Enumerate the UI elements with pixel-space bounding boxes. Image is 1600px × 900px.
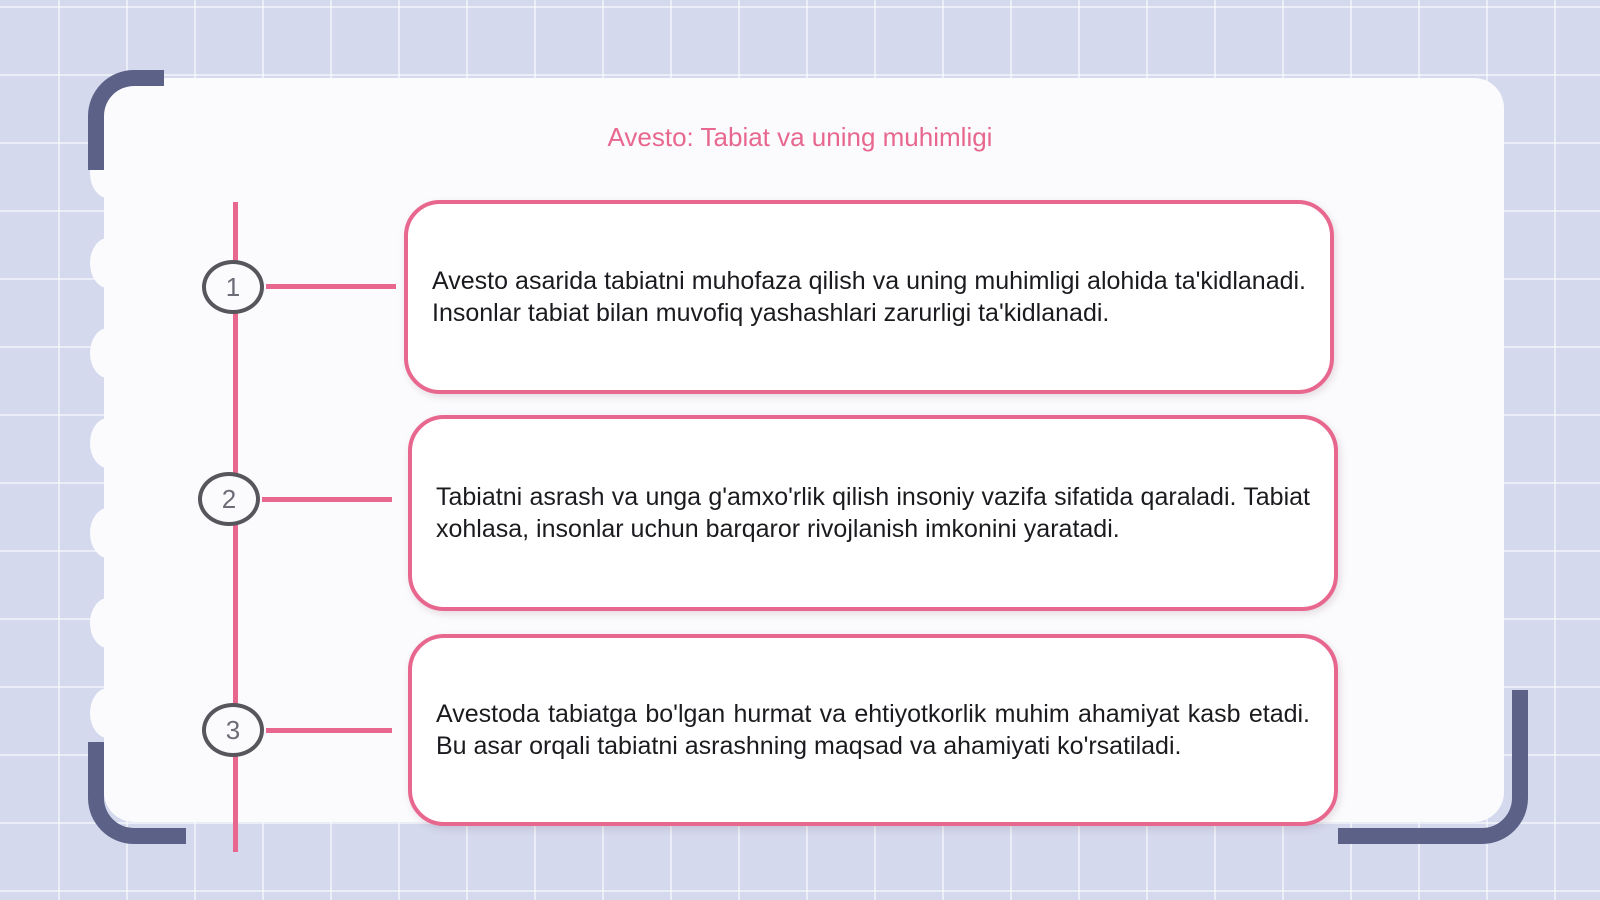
slide-title: Avesto: Tabiat va uning muhimligi [607, 122, 993, 152]
corner-bracket-bottom-right [1338, 690, 1528, 844]
page-scallop [90, 328, 126, 378]
page-scallop [90, 238, 126, 288]
step-connector [262, 497, 392, 502]
step-number-badge: 3 [202, 703, 264, 757]
page-scallop [90, 598, 126, 648]
corner-bracket-top-left [88, 70, 164, 170]
step-number-badge: 2 [198, 472, 260, 526]
step-number-badge: 1 [202, 260, 264, 314]
step-card-text: Avesto asarida tabiatni muhofaza qilish va uning muhimligi alohida ta'kidlanadi. Insonlar tabiat bilan muvofiq yashashlari zarurligi ta'kidlanadi. [432, 267, 1306, 327]
step-card [408, 415, 1338, 611]
page-scallop [90, 418, 126, 468]
step-connector [266, 728, 392, 733]
page-scallop [90, 688, 126, 738]
step-connector [266, 284, 396, 289]
step-card-text: Avestoda tabiatga bo'lgan hurmat va ehtiyotkorlik muhim ahamiyat kasb etadi. Bu asar orqali tabiatni asrashning maqsad va ahamiyati ko'rsatiladi. [436, 700, 1310, 760]
step-card-text: Tabiatni asrash va unga g'amxo'rlik qilish insoniy vazifa sifatida qaraladi. Tabiat xohlasa, insonlar uchun barqaror rivojlanish imkonini yaratadi. [436, 483, 1310, 543]
step-card [408, 634, 1338, 826]
corner-bracket-bottom-left [88, 742, 186, 844]
page-scallop [90, 508, 126, 558]
step-card [404, 200, 1334, 394]
